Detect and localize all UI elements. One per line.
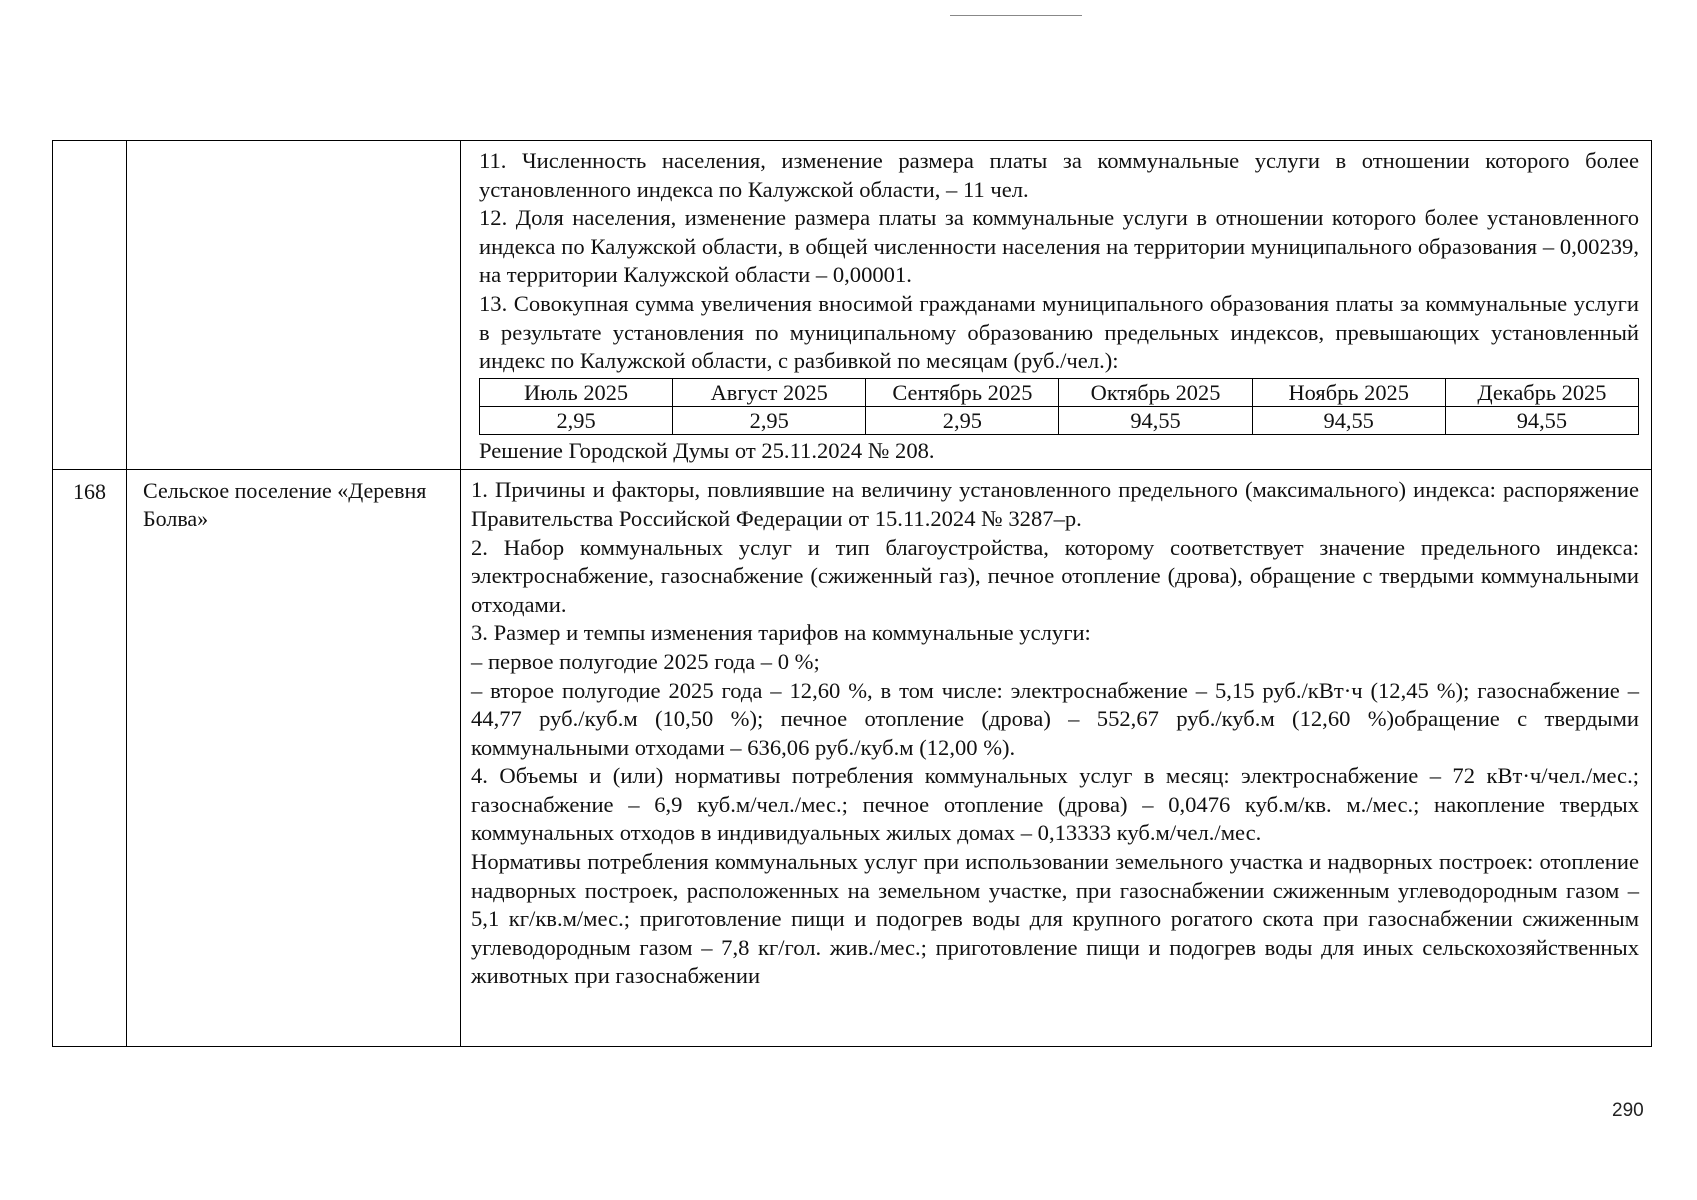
month-header: Декабрь 2025 [1445, 378, 1638, 406]
item-1: 1. Причины и факторы, повлиявшие на величину установленного предельного (максимального) индекса: распоряжение Правительства Российской Федерации от 15.11.2024 № 3287–р. [471, 477, 1639, 531]
month-value: 94,55 [1252, 406, 1445, 434]
month-header: Ноябрь 2025 [1252, 378, 1445, 406]
month-header: Август 2025 [673, 378, 866, 406]
details-cell [461, 141, 1652, 470]
month-header: Октябрь 2025 [1059, 378, 1252, 406]
table-row-continued [53, 141, 1652, 470]
main-table [52, 140, 1652, 1047]
table-row-168 [53, 470, 1652, 1047]
decision-text: Решение Городской Думы от 25.11.2024 № 208. [479, 437, 935, 463]
month-value: 2,95 [480, 406, 673, 434]
document-table-container [52, 140, 1652, 1047]
item-3-first-half: – первое полугодие 2025 года – 0 %; [471, 648, 820, 674]
month-value: 2,95 [866, 406, 1059, 434]
item-2: 2. Набор коммунальных услуг и тип благоустройства, которому соответствует значение предельного индекса: электроснабжение, газоснабжение (сжиженный газ), печное отопление (дрова), обращение с твердыми коммунальными отходами. [471, 534, 1639, 617]
settlement-name-cell [127, 141, 461, 470]
month-header: Сентябрь 2025 [866, 378, 1059, 406]
item-12: 12. Доля населения, изменение размера платы за коммунальные услуги в отношении которого более установленного индекса по Калужской области, в общей численности населения на территории муниципального образования – 0,00239, на территории Калужской области – 0,00001. [479, 205, 1639, 288]
item-3: 3. Размер и темпы изменения тарифов на коммунальные услуги: [471, 620, 1091, 646]
month-value: 2,95 [673, 406, 866, 434]
top-rule [950, 15, 1082, 16]
item-13: 13. Совокупная сумма увеличения вносимой гражданами муниципального образования платы за коммунальные услуги в результате установления по муниципальному образованию предельных индексов, превышающих установленный индекс по Калужской области, с разбивкой по месяцам (руб./чел.): [479, 290, 1639, 374]
settlement-name-cell: Сельское поселение «Деревня Болва» [127, 470, 461, 1047]
month-value: 94,55 [1059, 406, 1252, 434]
details-cell [461, 470, 1652, 1047]
months-values-row [480, 406, 1639, 434]
row-number-cell: 168 [53, 470, 127, 1047]
item-11: 11. Численность населения, изменение размера платы за коммунальные услуги в отношении которого более установленного индекса по Калужской области, – 11 чел. [479, 148, 1639, 202]
item-3-second-half: – второе полугодие 2025 года – 12,60 %, в том числе: электроснабжение – 5,15 руб./кВт·ч (12,45 %); газоснабжение – 44,77 руб./куб.м (10,50 %); печное отопление (дрова) – 552,67 руб./куб.м (12,60 %)обращение с твердыми коммунальными отходами – 636,06 руб./куб.м (12,00 %). [471, 677, 1639, 760]
land-plot-norms: Нормативы потребления коммунальных услуг при использовании земельного участка и надворных построек: отопление надворных построек, расположенных на земельном участке, при газоснабжении сжиженным углеводородным газом – 5,1 кг/кв.м/мес.; приготовление пищи и подогрев воды для крупного рогатого скота при газоснабжении сжиженным углеводородным газом – 7,8 кг/гол. жив./мес.; приготовление пищи и подогрев воды для иных сельскохозяйственных животных при газоснабжении [471, 849, 1639, 989]
monthly-increase-table [479, 378, 1639, 435]
row-number-cell [53, 141, 127, 470]
item-4: 4. Объемы и (или) нормативы потребления коммунальных услуг в месяц: электроснабжение – 72 кВт·ч/чел./мес.; газоснабжение – 6,9 куб.м/чел./мес.; печное отопление (дрова) – 0,0476 куб.м/кв. м./мес.; накопление твердых коммунальных отходов в индивидуальных жилых домах – 0,13333 куб.м/чел./мес. [471, 763, 1639, 846]
page-number: 290 [1612, 1100, 1644, 1121]
month-value: 94,55 [1445, 406, 1638, 434]
month-header: Июль 2025 [480, 378, 673, 406]
months-header-row [480, 378, 1639, 406]
